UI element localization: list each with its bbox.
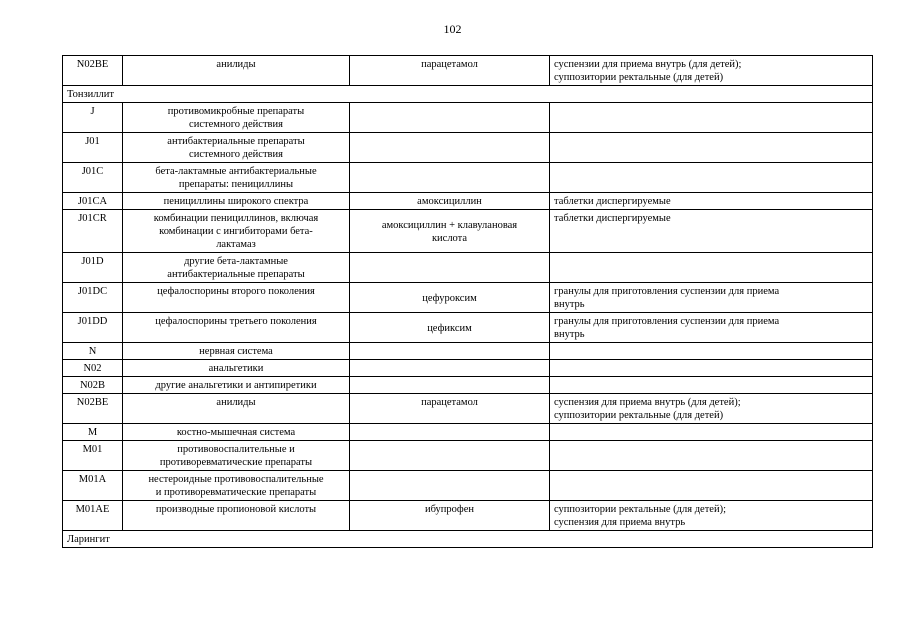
atc-group-cell: цефалоспорины третьего поколения [123,313,350,343]
table-row [63,377,873,394]
atc-group-cell: антибактериальные препараты системного действия [123,133,350,163]
inn-cell: ибупрофен [350,501,550,531]
atc-group-cell: костно-мышечная система [123,424,350,441]
section-row [63,531,873,548]
dosage-form-cell [550,343,873,360]
inn-cell: цефиксим [350,313,550,343]
atc-group-cell: анальгетики [123,360,350,377]
drug-table-body [63,56,873,548]
inn-cell [350,103,550,133]
atc-code-cell: J01DC [63,283,123,313]
atc-group-cell: другие бета-лактамные антибактериальные препараты [123,253,350,283]
dosage-form-cell: таблетки диспергируемые [550,210,873,253]
atc-group-cell: анилиды [123,56,350,86]
section-title: Тонзиллит [63,86,873,103]
dosage-form-cell [550,133,873,163]
inn-cell [350,424,550,441]
table-row [63,471,873,501]
page-number: 102 [443,22,462,36]
table-row [63,133,873,163]
atc-code-cell: M01AE [63,501,123,531]
inn-cell [350,343,550,360]
atc-code-cell: M01A [63,471,123,501]
table-row [63,343,873,360]
atc-code-cell: M01 [63,441,123,471]
atc-group-cell: пенициллины широкого спектра [123,193,350,210]
atc-code-cell: J01CA [63,193,123,210]
atc-code-cell: N02BE [63,394,123,424]
inn-cell: цефуроксим [350,283,550,313]
dosage-form-cell [550,377,873,394]
section-row [63,86,873,103]
dosage-form-cell: гранулы для приготовления суспензии для приема внутрь [550,283,873,313]
atc-group-cell: нервная система [123,343,350,360]
section-title: Ларингит [63,531,873,548]
table-row [63,163,873,193]
table-row [63,501,873,531]
atc-group-cell: производные пропионовой кислоты [123,501,350,531]
atc-group-cell: противовоспалительные и противоревматические препараты [123,441,350,471]
inn-cell: амоксициллин [350,193,550,210]
table-row [63,56,873,86]
atc-code-cell: N02 [63,360,123,377]
inn-cell [350,133,550,163]
atc-code-cell: J01DD [63,313,123,343]
dosage-form-cell: таблетки диспергируемые [550,193,873,210]
dosage-form-cell: суспензии для приема внутрь (для детей); суппозитории ректальные (для детей) [550,56,873,86]
inn-cell [350,471,550,501]
drug-table [62,55,873,548]
atc-code-cell: N02BE [63,56,123,86]
inn-cell [350,163,550,193]
atc-code-cell: J01CR [63,210,123,253]
inn-cell: амоксициллин + клавулановая кислота [350,210,550,253]
dosage-form-cell [550,471,873,501]
dosage-form-cell [550,103,873,133]
atc-code-cell: J01 [63,133,123,163]
atc-code-cell: J01D [63,253,123,283]
dosage-form-cell: суппозитории ректальные (для детей); суспензия для приема внутрь [550,501,873,531]
dosage-form-cell [550,163,873,193]
atc-group-cell: цефалоспорины второго поколения [123,283,350,313]
dosage-form-cell: гранулы для приготовления суспензии для приема внутрь [550,313,873,343]
inn-cell [350,360,550,377]
atc-code-cell: M [63,424,123,441]
dosage-form-cell: суспензия для приема внутрь (для детей); суппозитории ректальные (для детей) [550,394,873,424]
dosage-form-cell [550,424,873,441]
table-row [63,283,873,313]
inn-cell [350,253,550,283]
inn-cell [350,377,550,394]
table-row [63,253,873,283]
table-row [63,103,873,133]
atc-code-cell: J [63,103,123,133]
table-row [63,360,873,377]
atc-group-cell: комбинации пенициллинов, включая комбинации с ингибиторами бета- лактамаз [123,210,350,253]
atc-code-cell: J01C [63,163,123,193]
table-row [63,441,873,471]
atc-group-cell: противомикробные препараты системного действия [123,103,350,133]
dosage-form-cell [550,253,873,283]
dosage-form-cell [550,441,873,471]
atc-code-cell: N [63,343,123,360]
table-row [63,424,873,441]
inn-cell: парацетамол [350,394,550,424]
atc-group-cell: бета-лактамные антибактериальные препараты: пенициллины [123,163,350,193]
inn-cell: парацетамол [350,56,550,86]
table-row [63,210,873,253]
atc-group-cell: анилиды [123,394,350,424]
inn-cell [350,441,550,471]
atc-code-cell: N02B [63,377,123,394]
table-row [63,313,873,343]
table-row [63,193,873,210]
table-row [63,394,873,424]
dosage-form-cell [550,360,873,377]
atc-group-cell: нестероидные противовоспалительные и противоревматические препараты [123,471,350,501]
atc-group-cell: другие анальгетики и антипиретики [123,377,350,394]
